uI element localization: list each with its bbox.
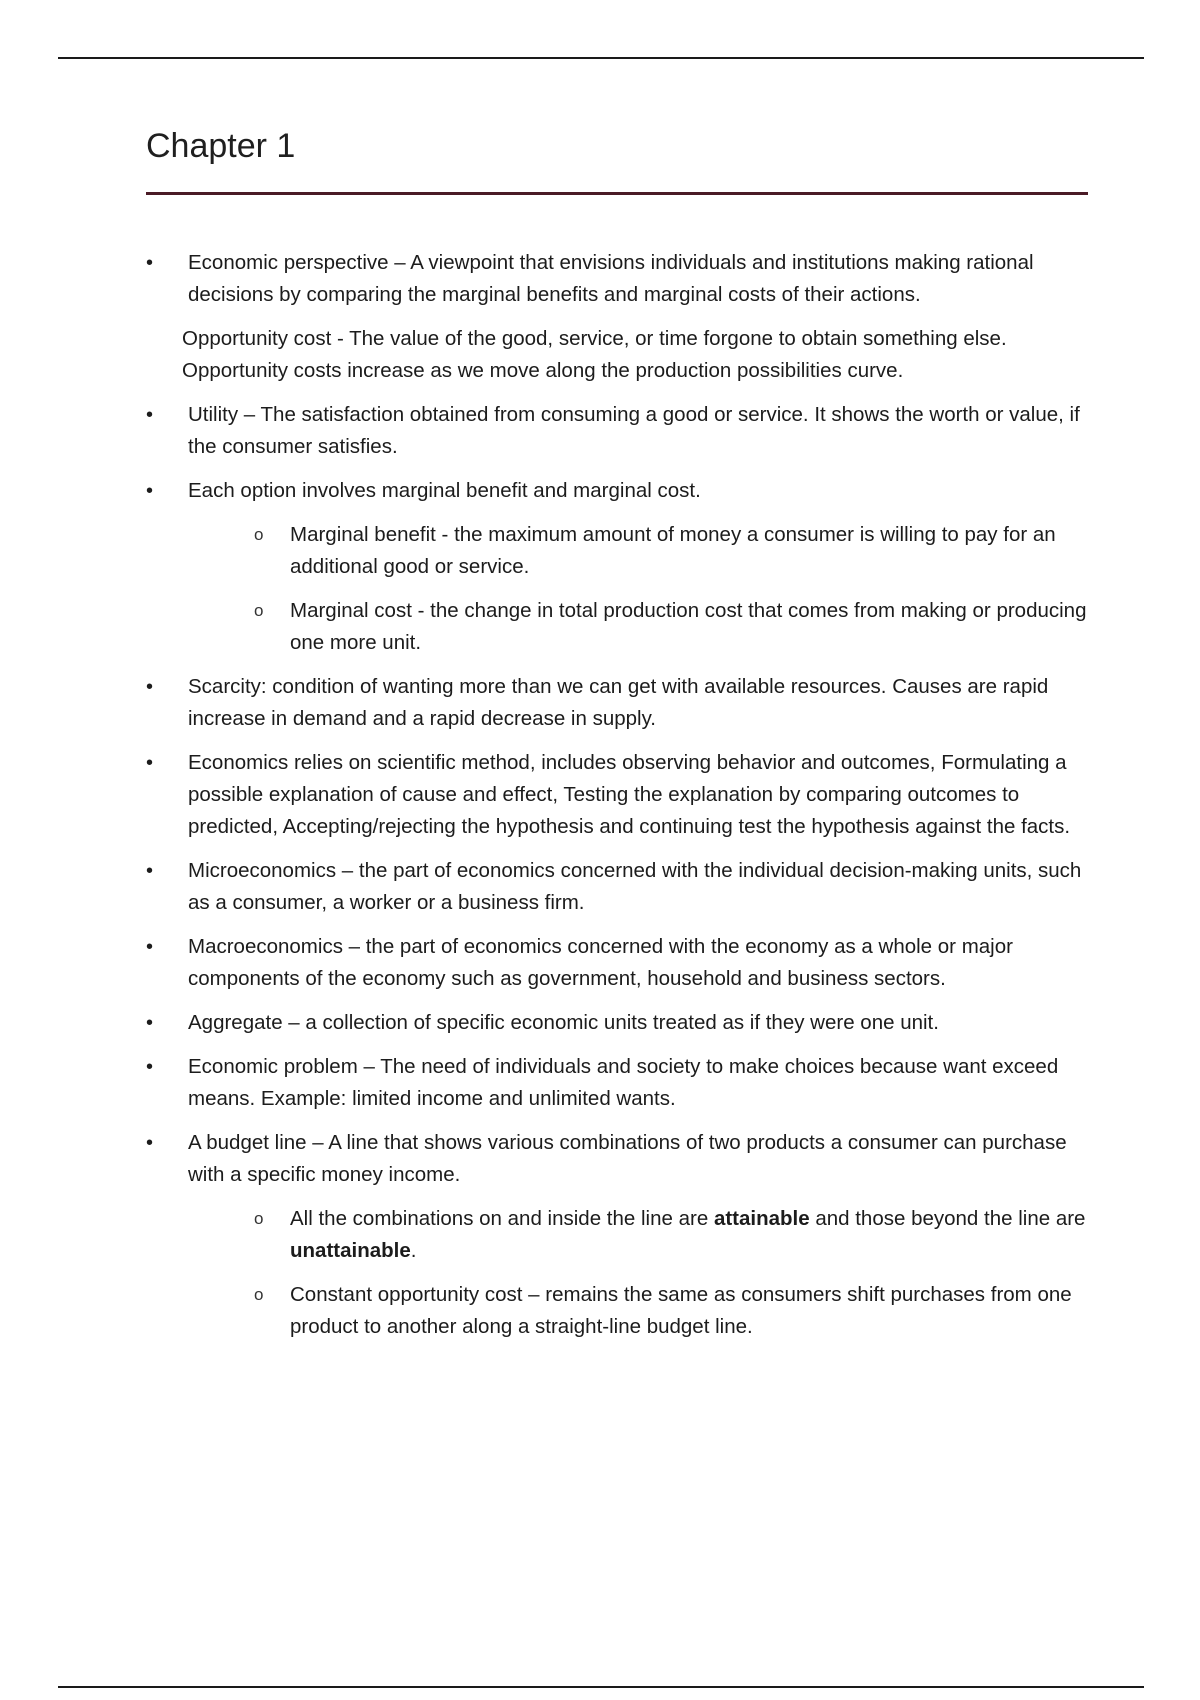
sub-list-item <box>146 1279 1096 1343</box>
bullet: • <box>146 480 154 502</box>
bullet: • <box>146 1056 154 1078</box>
bullet: • <box>146 252 154 274</box>
top-rule <box>58 57 1144 59</box>
sub-bullet: o <box>254 601 264 620</box>
attainable-part3: . <box>410 1239 417 1262</box>
attainable-text <box>290 1207 1085 1262</box>
unattainable-bold: unattainable <box>290 1239 411 1262</box>
sub-bullet: o <box>254 525 264 544</box>
list-item <box>146 1051 1096 1115</box>
bullet: • <box>146 936 154 958</box>
marginal-benefit-text: Marginal benefit - the maximum amount of money a consumer is willing to pay for an additional good or service. <box>290 523 1056 578</box>
list-item <box>146 399 1096 463</box>
attainable-bold: attainable <box>713 1207 810 1230</box>
attainable-part1: All the combinations on and inside the line are <box>290 1207 714 1230</box>
notes-body <box>146 247 1096 1355</box>
attainable-part2: and those beyond the line are <box>809 1207 1086 1230</box>
scientific-method-text: Economics relies on scientific method, includes observing behavior and outcomes, Formulating a possible explanation of cause and effect, Testing the explanation by comparing outcomes to predicted, Accepting/rejecting the hypothesis and continuing test the hypothesis against the facts. <box>188 751 1071 838</box>
utility-text: Utility – The satisfaction obtained from consuming a good or service. It shows the worth or value, if the consumer satisfies. <box>188 403 1080 458</box>
sub-list-item <box>146 519 1096 583</box>
list-item <box>146 931 1096 995</box>
sub-list-item <box>146 1203 1096 1267</box>
constant-opportunity-cost-text: Constant opportunity cost – remains the same as consumers shift purchases from one product to another along a straight-line budget line. <box>290 1283 1072 1338</box>
each-option-text: Each option involves marginal benefit and marginal cost. <box>188 479 701 502</box>
scarcity-text: Scarcity: condition of wanting more than we can get with available resources. Causes are rapid increase in demand and a rapid decrease in supply. <box>188 675 1049 730</box>
microeconomics-text: Microeconomics – the part of economics concerned with the individual decision-making units, such as a consumer, a worker or a business firm. <box>188 859 1082 914</box>
bullet: • <box>146 404 154 426</box>
opportunity-cost-paragraph: Opportunity cost - The value of the good, service, or time forgone to obtain something else. Opportunity costs increase as we move along the production possibilities curve. <box>182 327 1007 382</box>
bullet: • <box>146 860 154 882</box>
title-underline <box>146 192 1088 195</box>
economic-problem-text: Economic problem – The need of individuals and society to make choices because want exceed means. Example: limited income and unlimited wants. <box>188 1055 1059 1110</box>
page-title: Chapter 1 <box>146 127 296 165</box>
list-item <box>146 1007 1096 1039</box>
list-item <box>146 247 1096 311</box>
list-item <box>146 671 1096 735</box>
bullet: • <box>146 1012 154 1034</box>
economic-perspective-text: Economic perspective – A viewpoint that envisions individuals and institutions making rational decisions by comparing the marginal benefits and marginal costs of their actions. <box>188 251 1034 306</box>
macroeconomics-text: Macroeconomics – the part of economics concerned with the economy as a whole or major components of the economy such as government, household and business sectors. <box>188 935 1013 990</box>
bullet: • <box>146 1132 154 1154</box>
marginal-cost-text: Marginal cost - the change in total production cost that comes from making or producing one more unit. <box>290 599 1087 654</box>
bullet: • <box>146 752 154 774</box>
budget-line-text: A budget line – A line that shows various combinations of two products a consumer can purchase with a specific money income. <box>188 1131 1067 1186</box>
bullet: • <box>146 676 154 698</box>
sub-list-item <box>146 595 1096 659</box>
sub-bullet: o <box>254 1209 264 1228</box>
list-item <box>146 855 1096 919</box>
sub-bullet: o <box>254 1285 264 1304</box>
list-item <box>146 475 1096 507</box>
list-item <box>146 747 1096 843</box>
bottom-rule <box>58 1686 1144 1688</box>
list-item <box>146 1127 1096 1191</box>
aggregate-text: Aggregate – a collection of specific economic units treated as if they were one unit. <box>188 1011 939 1034</box>
